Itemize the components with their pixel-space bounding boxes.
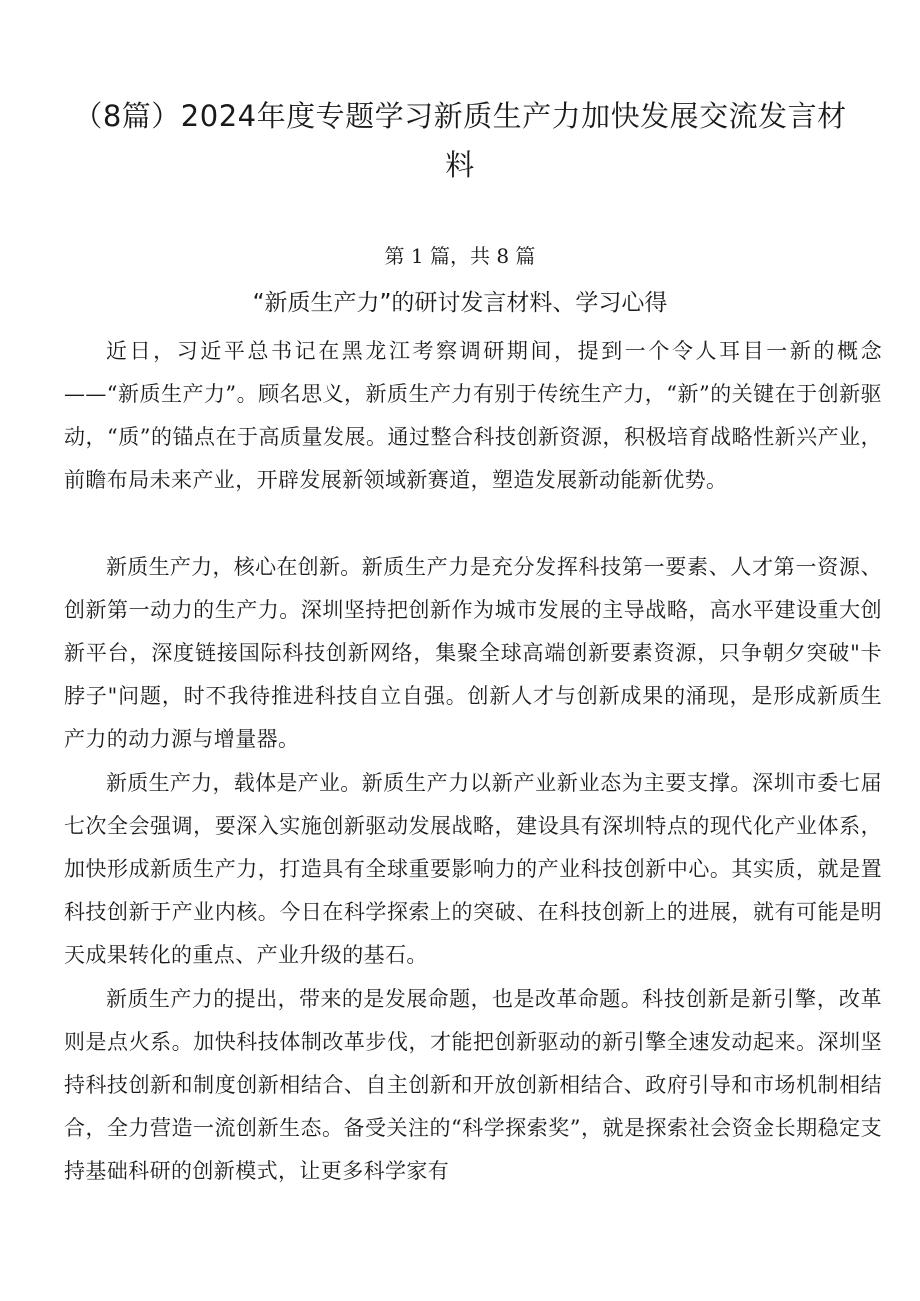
paragraph-3-lead: 新质生产力，载体是产业。: [106, 771, 362, 795]
paragraph-1-text: 近日，习近平总书记在黑龙江考察调研期间，提到一个令人耳目一新的概念——“新质生产力”。顾名思义，新质生产力有别于传统生产力，“新”的关键在于创新驱动，“质”的锚点在于高质量发展。通过整合科技创新资源，积极培育战略性新兴产业，前瞻布局未来产业，开辟发展新领域新赛道，塑造发展新动能新优势。: [64, 339, 882, 492]
paragraph-4-text: 科技创新是新引擎，改革则是点火系。加快科技体制改革步伐，才能把创新驱动的新引擎全速发动起来。深圳坚持科技创新和制度创新相结合、自主创新和开放创新相结合、政府引导和市场机制相结合，全力营造一流创新生态。备受关注的“科学探索奖”，就是探索社会资金长期稳定支持基础科研的创新模式，让更多科学家有: [64, 987, 882, 1183]
paragraph-3: [64, 762, 882, 977]
paragraph-1: [64, 330, 882, 502]
paragraph-2: [64, 546, 882, 761]
paragraph-3-text: 新质生产力以新产业新业态为主要支撑。深圳市委七届七次全会强调，要深入实施创新驱动发展战略，建设具有深圳特点的现代化产业体系，加快形成新质生产力，打造具有全球重要影响力的产业科技创新中心。其实质，就是置科技创新于产业内核。今日在科学探索上的突破、在科技创新上的进展，就有可能是明天成果转化的重点、产业升级的基石。: [64, 771, 882, 967]
document-title: （8篇）2024年度专题学习新质生产力加快发展交流发言材料: [73, 99, 847, 182]
section-number: 第 1 篇，共 8 篇: [384, 244, 536, 268]
paragraph-4-lead: 新质生产力的提出，带来的是发展命题，也是改革命题。: [106, 987, 643, 1011]
section-title: “新质生产力”的研讨发言材料、学习心得: [252, 290, 668, 316]
paragraph-2-text: 新质生产力是充分发挥科技第一要素、人才第一资源、创新第一动力的生产力。深圳坚持把创新作为城市发展的主导战略，高水平建设重大创新平台，深度链接国际科技创新网络，集聚全球高端创新要素资源，只争朝夕突破"卡脖子"问题，时不我待推进科技自立自强。创新人才与创新成果的涌现，是形成新质生产力的动力源与增量器。: [64, 555, 882, 751]
paragraph-4: [64, 978, 882, 1193]
paragraph-2-lead: 新质生产力，核心在创新。: [106, 555, 362, 579]
